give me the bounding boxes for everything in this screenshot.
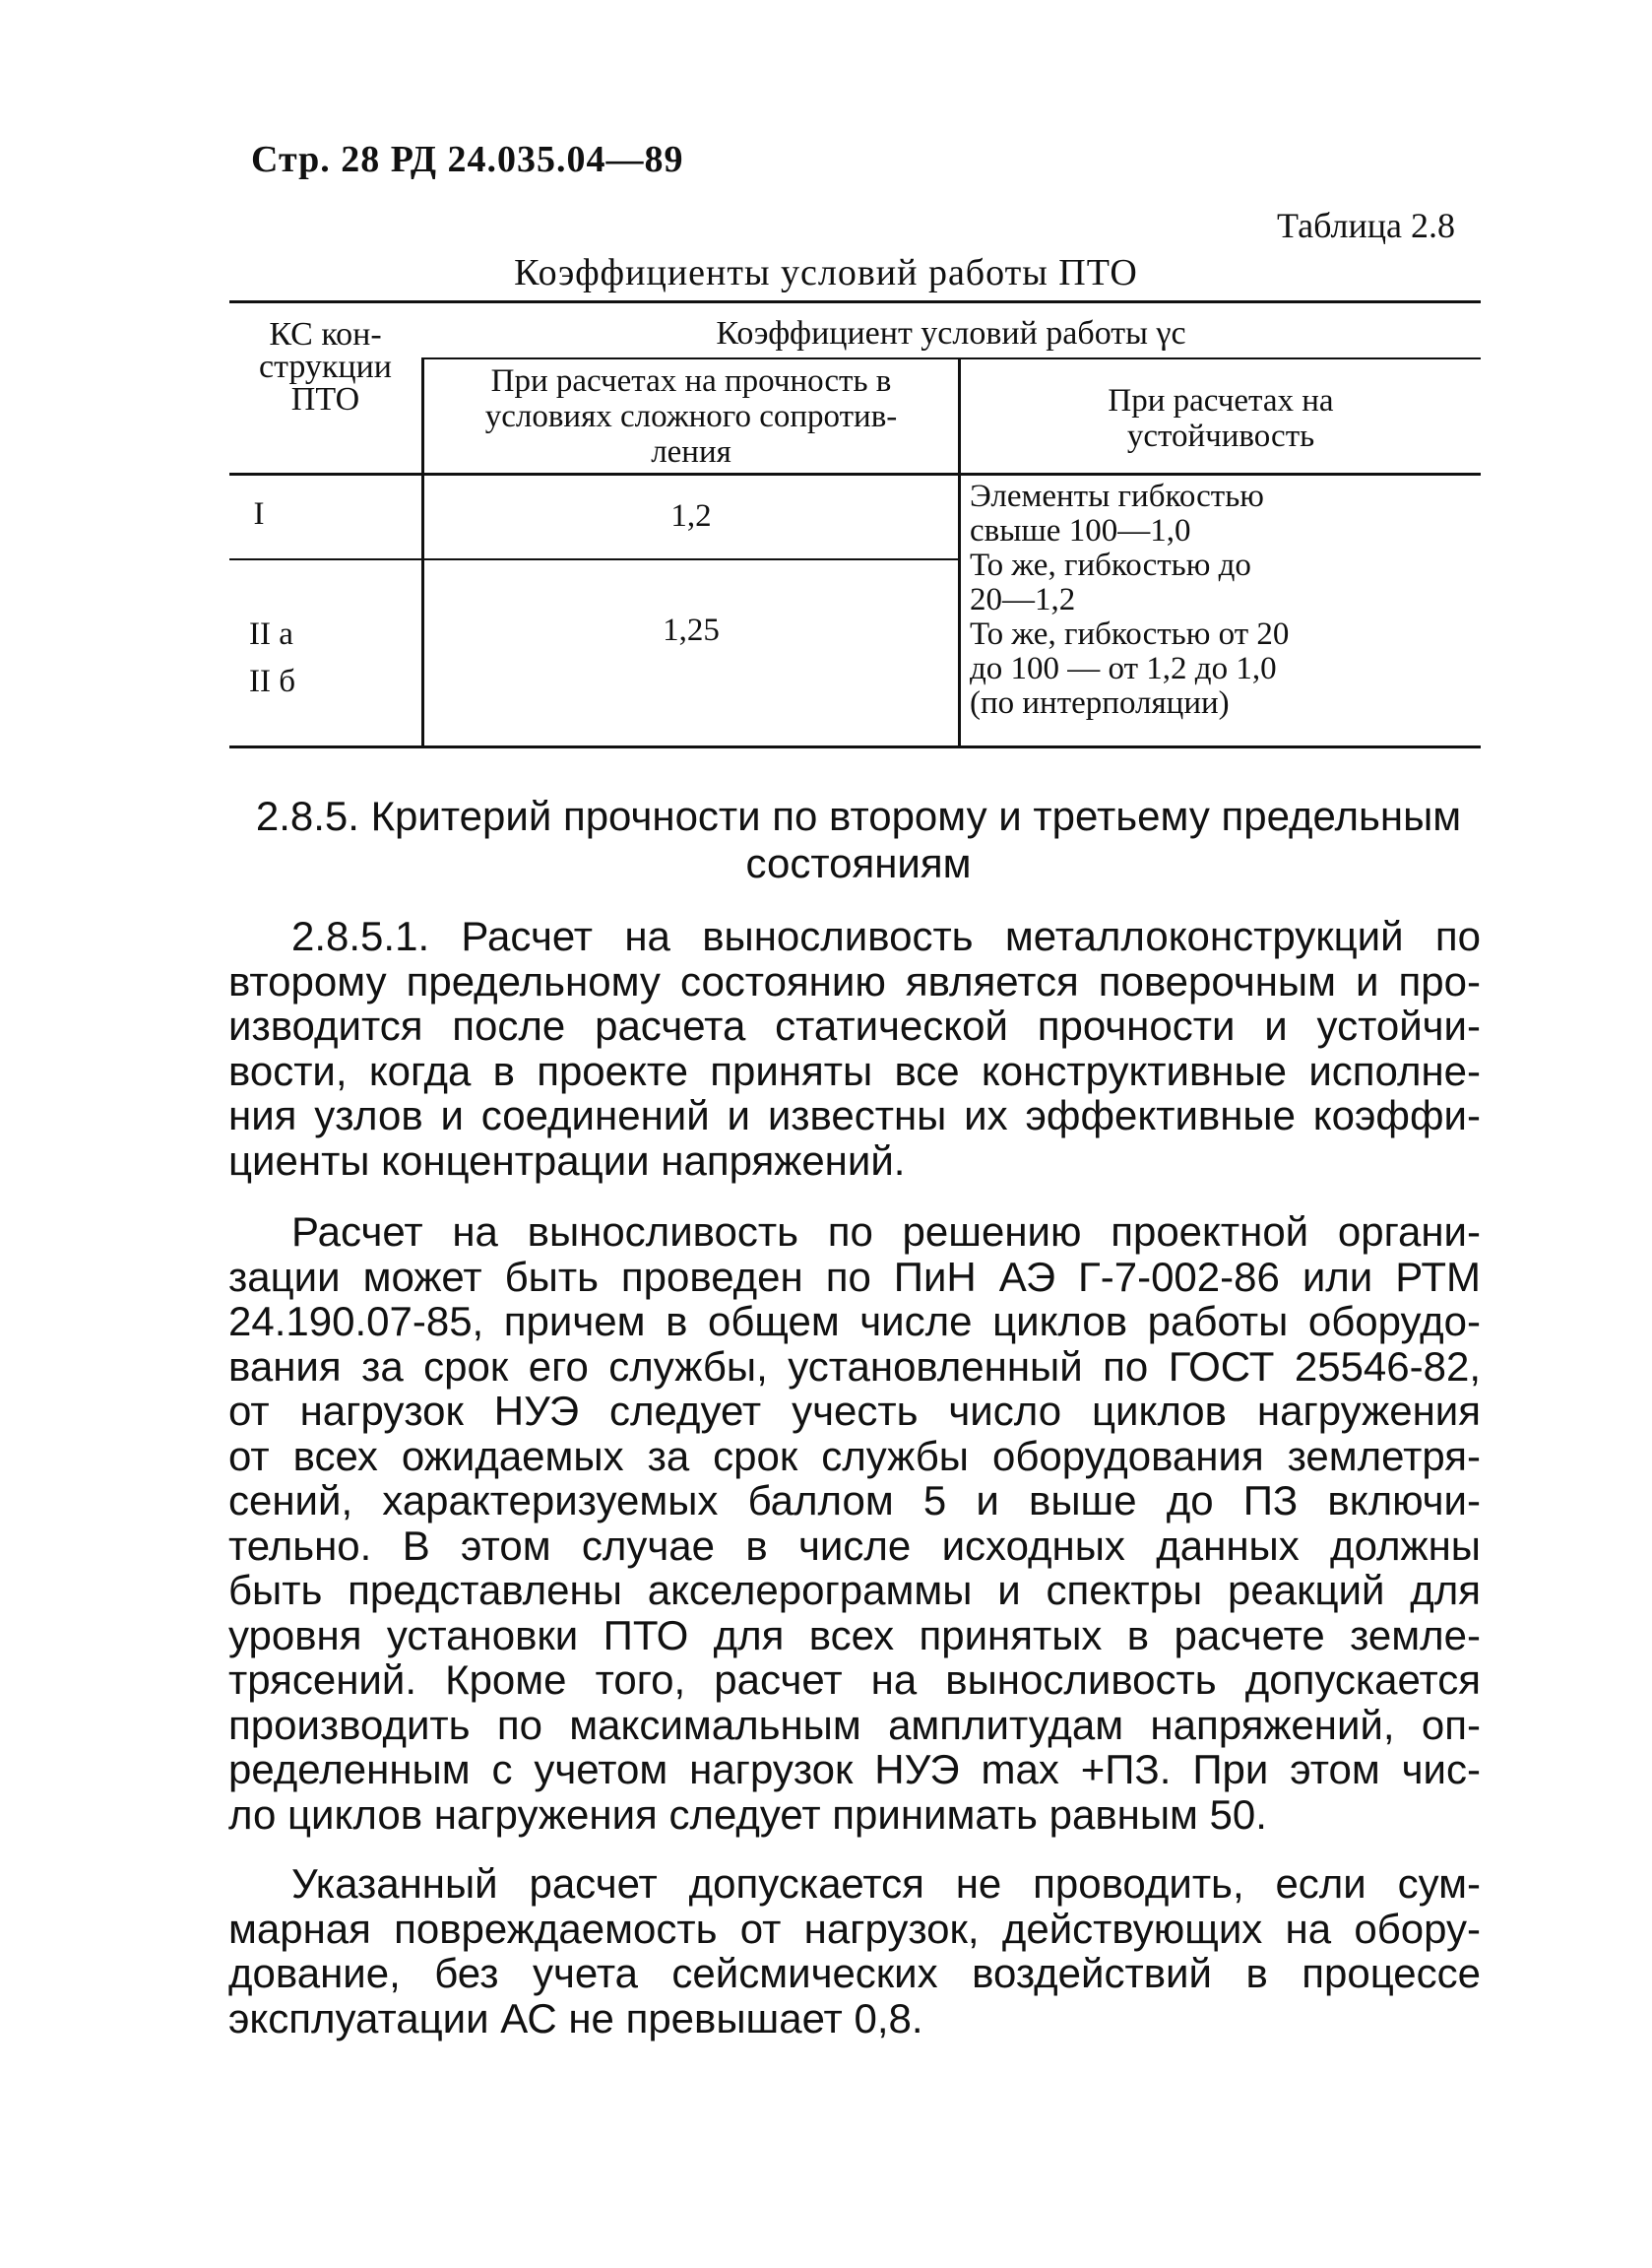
paragraph-line: вости, когда в проекте приняты все конструктивные исполне- — [228, 1047, 1481, 1094]
row2-stability — [970, 549, 1481, 721]
table-top-rule — [229, 300, 1481, 303]
paragraph-line: вания за срок его службы, установленный по ГОСТ 25546-82, — [228, 1342, 1481, 1390]
paragraph-line: Расчет на выносливость по решению проектной органи- — [291, 1208, 1481, 1255]
table-caption: Коэффициенты условий работы ПТО — [514, 252, 1138, 293]
paragraph-line: ло циклов нагружения следует принимать равным 50. — [228, 1790, 1267, 1838]
paragraph-line: быть представлены акселерограммы и спектры реакций для — [228, 1567, 1481, 1613]
paragraph-line: эксплуатации АС не превышает 0,8. — [228, 1994, 923, 2041]
paragraph-line: 2.8.5.1. Расчет на выносливость металлоконструкций по — [291, 913, 1481, 959]
paragraph-line: ния узлов и соединений и известны их эффективные коэффи- — [228, 1092, 1481, 1138]
header-strength-line: При расчетах на прочность в — [490, 363, 892, 399]
row2-strength: 1,25 — [663, 613, 720, 648]
paragraph-line: зации может быть проведен по ПиН АЭ Г-7-002-86 или РТМ — [228, 1253, 1481, 1300]
header-stability-line: устойчивость — [1126, 419, 1315, 454]
row2-ks-line: II а — [249, 616, 293, 652]
group-header-rule — [421, 357, 1481, 359]
header-strength-line: условиях сложного сопротив- — [484, 399, 898, 434]
row1-stability — [970, 480, 1481, 549]
paragraph-line: от всех ожидаемых за срок службы оборудования землетря- — [228, 1432, 1481, 1479]
row2-stability-line: То же, гибкостью от 20 — [970, 616, 1290, 652]
header-group-coefficient: Коэффициент условий работы γc — [716, 315, 1186, 352]
header-ks-construction — [229, 318, 421, 416]
row2-stability-line: до 100 — от 1,2 до 1,0 — [970, 651, 1277, 686]
row2-ks — [249, 611, 348, 705]
header-bottom-rule — [229, 473, 1481, 476]
header-strength — [424, 363, 958, 470]
paragraph-line: изводится после расчета статической прочности и устойчи- — [228, 1003, 1481, 1049]
paragraph-line: сений, характеризуемых баллом 5 и выше до ПЗ включи- — [228, 1477, 1481, 1523]
paragraph-line: циенты концентрации напряжений. — [228, 1136, 906, 1184]
row1-strength: 1,2 — [670, 498, 712, 534]
page-reference: Стр. 28 РД 24.035.04—89 — [251, 139, 684, 180]
header-ks-line: струкции — [258, 349, 393, 385]
paragraph-2-8-5-1 — [228, 914, 1481, 1183]
coefficients-table — [229, 300, 1481, 748]
section-heading-line: состояниям — [745, 840, 972, 886]
row2-stability-line: (по интерполяции) — [970, 685, 1230, 721]
paragraph-line: от нагрузок НУЭ следует учесть число циклов нагружения — [228, 1388, 1481, 1434]
paragraph-line: марная повреждаемость от нагрузок, действующих на обору- — [228, 1905, 1481, 1952]
row2-stability-line: То же, гибкостью до — [970, 548, 1251, 583]
header-strength-line: ления — [651, 434, 731, 470]
paragraph-line: Указанный расчет допускается не проводить, если сум- — [291, 1860, 1481, 1907]
paragraph-line: ределенным с учетом нагрузок НУЭ max +ПЗ. При этом чис- — [228, 1746, 1481, 1792]
row1-stability-line: свыше 100—1,0 — [970, 513, 1191, 549]
paragraph-line: 24.190.07-85, причем в общем числе циклов работы оборудо- — [228, 1298, 1481, 1344]
header-stability-line: При расчетах на — [1108, 383, 1334, 419]
paragraph-endurance-calculation — [228, 1209, 1481, 1837]
row1-ks: I — [253, 496, 265, 532]
paragraph-line: уровня установки ПТО для всех принятых в расчете земле- — [228, 1611, 1481, 1658]
header-ks-line: ПТО — [290, 381, 360, 418]
paragraph-line: второму предельному состоянию является поверочным и про- — [228, 957, 1481, 1004]
paragraph-line: дование, без учета сейсмических воздействий в процессе — [228, 1950, 1481, 1996]
header-stability — [961, 383, 1481, 454]
table-number: Таблица 2.8 — [1277, 206, 1455, 245]
row1-stability-line: Элементы гибкостью — [970, 479, 1264, 514]
row-separator — [229, 558, 958, 560]
paragraph-line: производить по максимальным амплитудам напряжений, оп- — [228, 1701, 1481, 1748]
paragraph-exemption — [228, 1861, 1481, 2041]
paragraph-line: трясений. Кроме того, расчет на выносливость допускается — [228, 1656, 1481, 1703]
header-ks-line: КС кон- — [269, 316, 382, 353]
paragraph-line: тельно. В этом случае в числе исходных данных должны — [228, 1522, 1481, 1569]
row2-ks-line: II б — [249, 664, 296, 699]
table-bottom-rule — [229, 745, 1481, 748]
section-heading — [228, 793, 1489, 887]
section-heading-line: 2.8.5. Критерий прочности по второму и третьему предельным — [255, 793, 1462, 839]
row2-stability-line: 20—1,2 — [970, 582, 1076, 617]
